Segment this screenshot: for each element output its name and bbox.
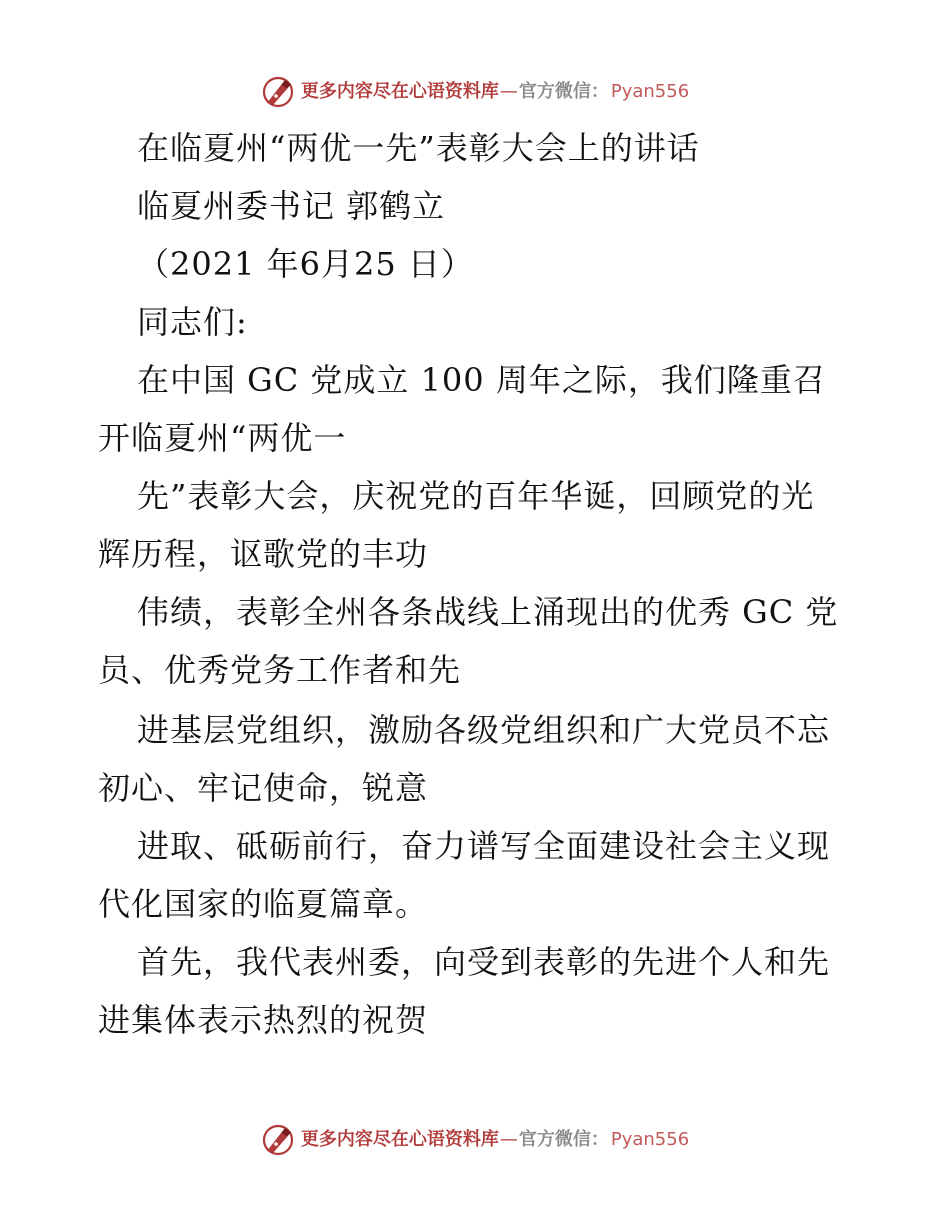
paragraph-line: 首先，我代表州委，向受到表彰的先进个人和先 [137,943,831,981]
paragraph-line: 开临夏州“两优一 [98,419,347,457]
watermark-text: 更多内容尽在心语资料库 [300,81,499,102]
paragraph-line: 辉历程，讴歌党的丰功 [98,535,429,573]
watermark-text: 更多内容尽在心语资料库 [300,1129,499,1150]
paragraph-line: 进集体表示热烈的祝贺 [98,1001,429,1039]
paragraph-line: 员、优秀党务工作者和先 [98,651,462,689]
paragraph-line: 进基层党组织，激励各级党组织和广大党员不忘 [137,711,831,749]
document-date: （2021 年6月25 日） [137,245,474,283]
paragraph-line: 代化国家的临夏篇章。 [98,885,429,923]
paragraph-line: 在中国 GC 党成立 100 周年之际，我们隆重召 [137,361,826,399]
document-salutation: 同志们: [137,303,248,341]
document-speaker: 临夏州委书记 郭鹤立 [137,187,446,225]
document-title: 在临夏州“两优一先”表彰大会上的讲话 [137,129,700,167]
paragraph-line: 进取、砥砺前行，奋力谱写全面建设社会主义现 [137,827,831,865]
watermark-handle: Pyan556 [610,1129,690,1150]
watermark-wechat-label: 官方微信： [518,81,609,102]
pen-nib-circle-icon [261,1123,295,1157]
watermark-handle: Pyan556 [610,81,690,102]
watermark-dash: — [499,1129,518,1150]
header-watermark [0,72,950,112]
footer-watermark [0,1120,950,1160]
paragraph-line: 先”表彰大会，庆祝党的百年华诞，回顾党的光 [137,477,815,515]
paragraph-line: 初心、牢记使命，锐意 [98,769,429,807]
pen-nib-circle-icon [261,75,295,109]
watermark-wechat-label: 官方微信： [518,1129,609,1150]
paragraph-line: 伟绩，表彰全州各条战线上涌现出的优秀 GC 党 [137,593,839,631]
watermark-dash: — [499,81,518,102]
